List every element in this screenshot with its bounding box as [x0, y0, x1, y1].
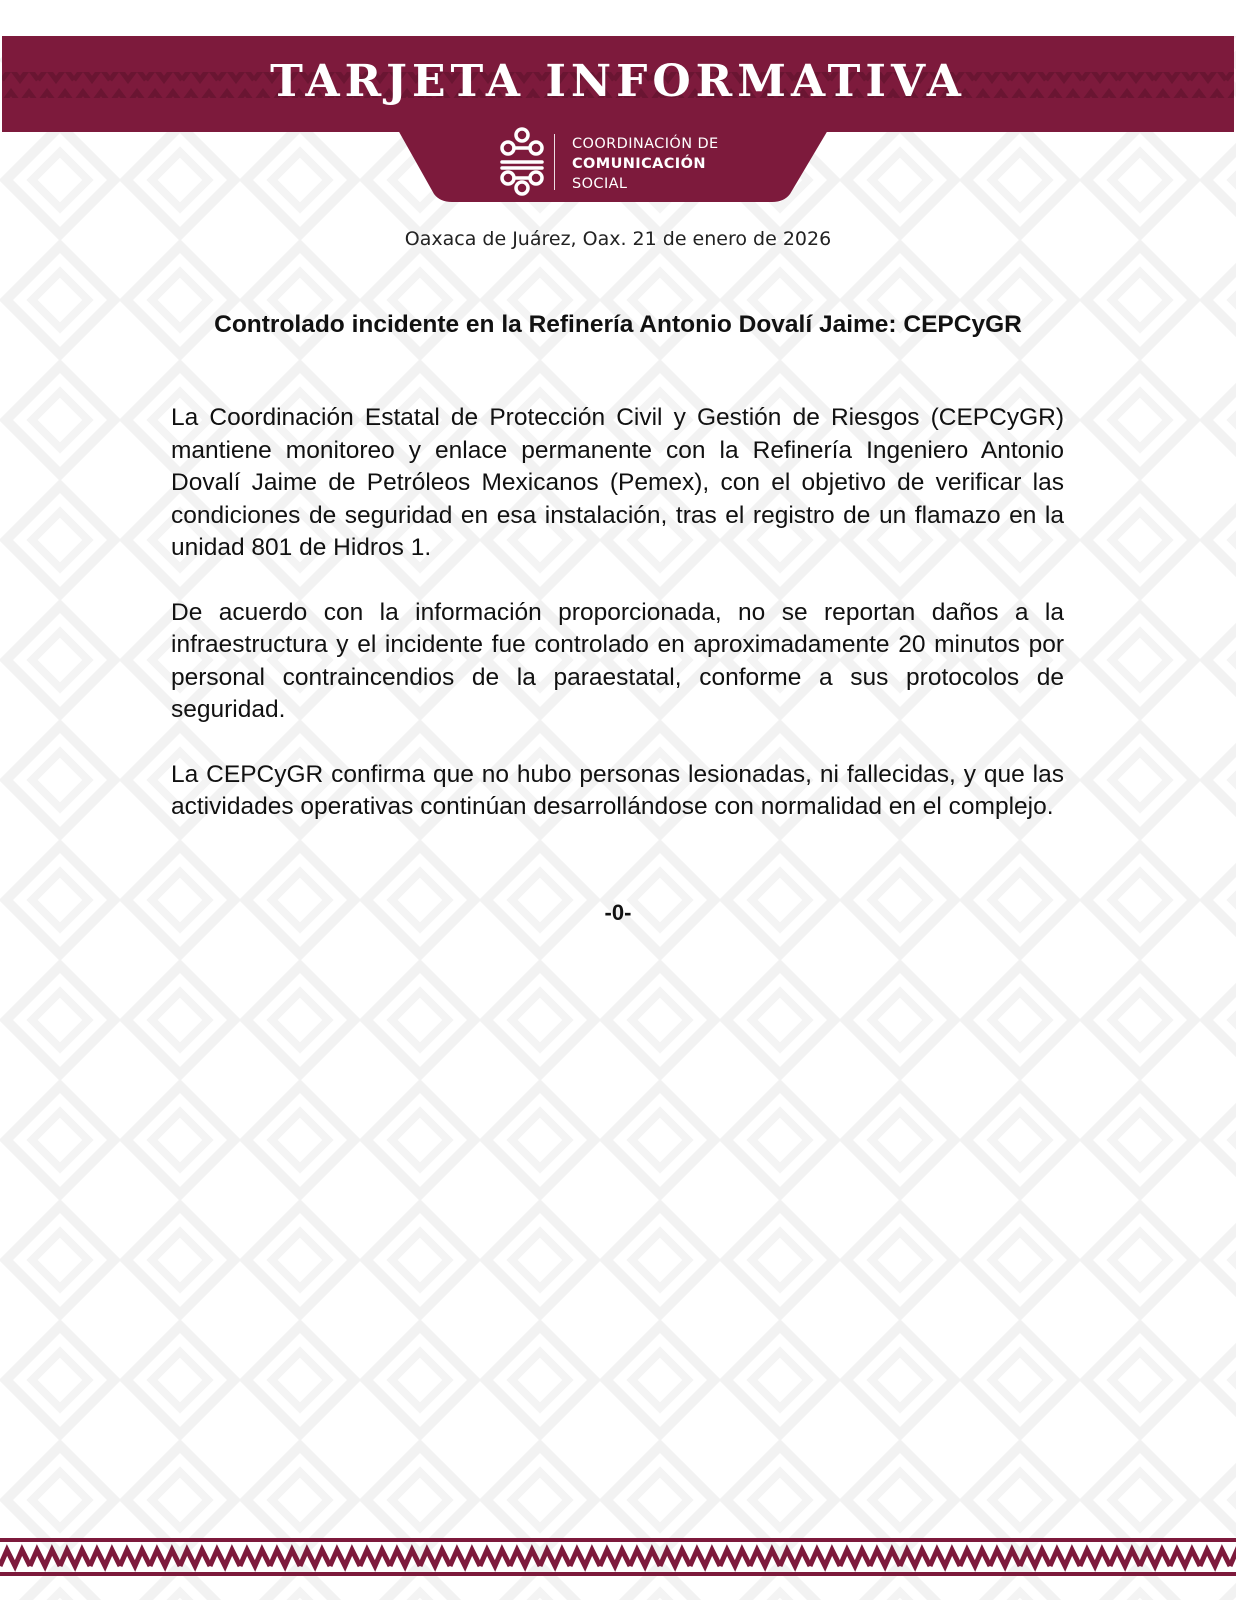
end-mark: -0-: [604, 900, 632, 925]
logo-divider: [554, 134, 555, 190]
paragraph: De acuerdo con la información proporcionada, no se reportan daños a la infraestructura y el incidente fue controlado en aproximadamente 20 minutos por personal contraincendios de la paraestatal, conforme a sus protocolos de seguridad.: [171, 598, 1064, 723]
seal-knot-icon: [496, 126, 548, 196]
paragraph: La CEPCyGR confirma que no hubo personas lesionadas, ni fallecidas, y que las actividades operativas continúan desarrollándose con normalidad en el complejo.: [171, 760, 1064, 820]
footer-fret-band: [0, 1538, 1236, 1578]
banner-title: TARJETA INFORMATIVA: [270, 56, 966, 107]
logo-text: [572, 134, 719, 194]
headline: Controlado incidente en la Refinería Antonio Dovalí Jaime: CEPCyGR: [214, 311, 1022, 338]
logo-line-1: COORDINACIÓN DE: [572, 136, 719, 152]
top-margin: [0, 0, 1236, 36]
logo: [496, 126, 756, 196]
body-text: [171, 402, 1064, 856]
logo-line-3: SOCIAL: [572, 176, 628, 192]
dateline: Oaxaca de Juárez, Oax. 21 de enero de 2026: [404, 228, 832, 250]
paragraph: La Coordinación Estatal de Protección Civil y Gestión de Riesgos (CEPCyGR) mantiene monitoreo y enlace permanente con la Refinería Ingeniero Antonio Dovalí Jaime de Petróleos Mexicanos (Pemex), con el objetivo de verificar las condiciones de seguridad en esa instalación, tras el registro de un flamazo en la unidad 801 de Hidros 1.: [171, 404, 1064, 561]
logo-line-2: COMUNICACIÓN: [572, 156, 706, 172]
